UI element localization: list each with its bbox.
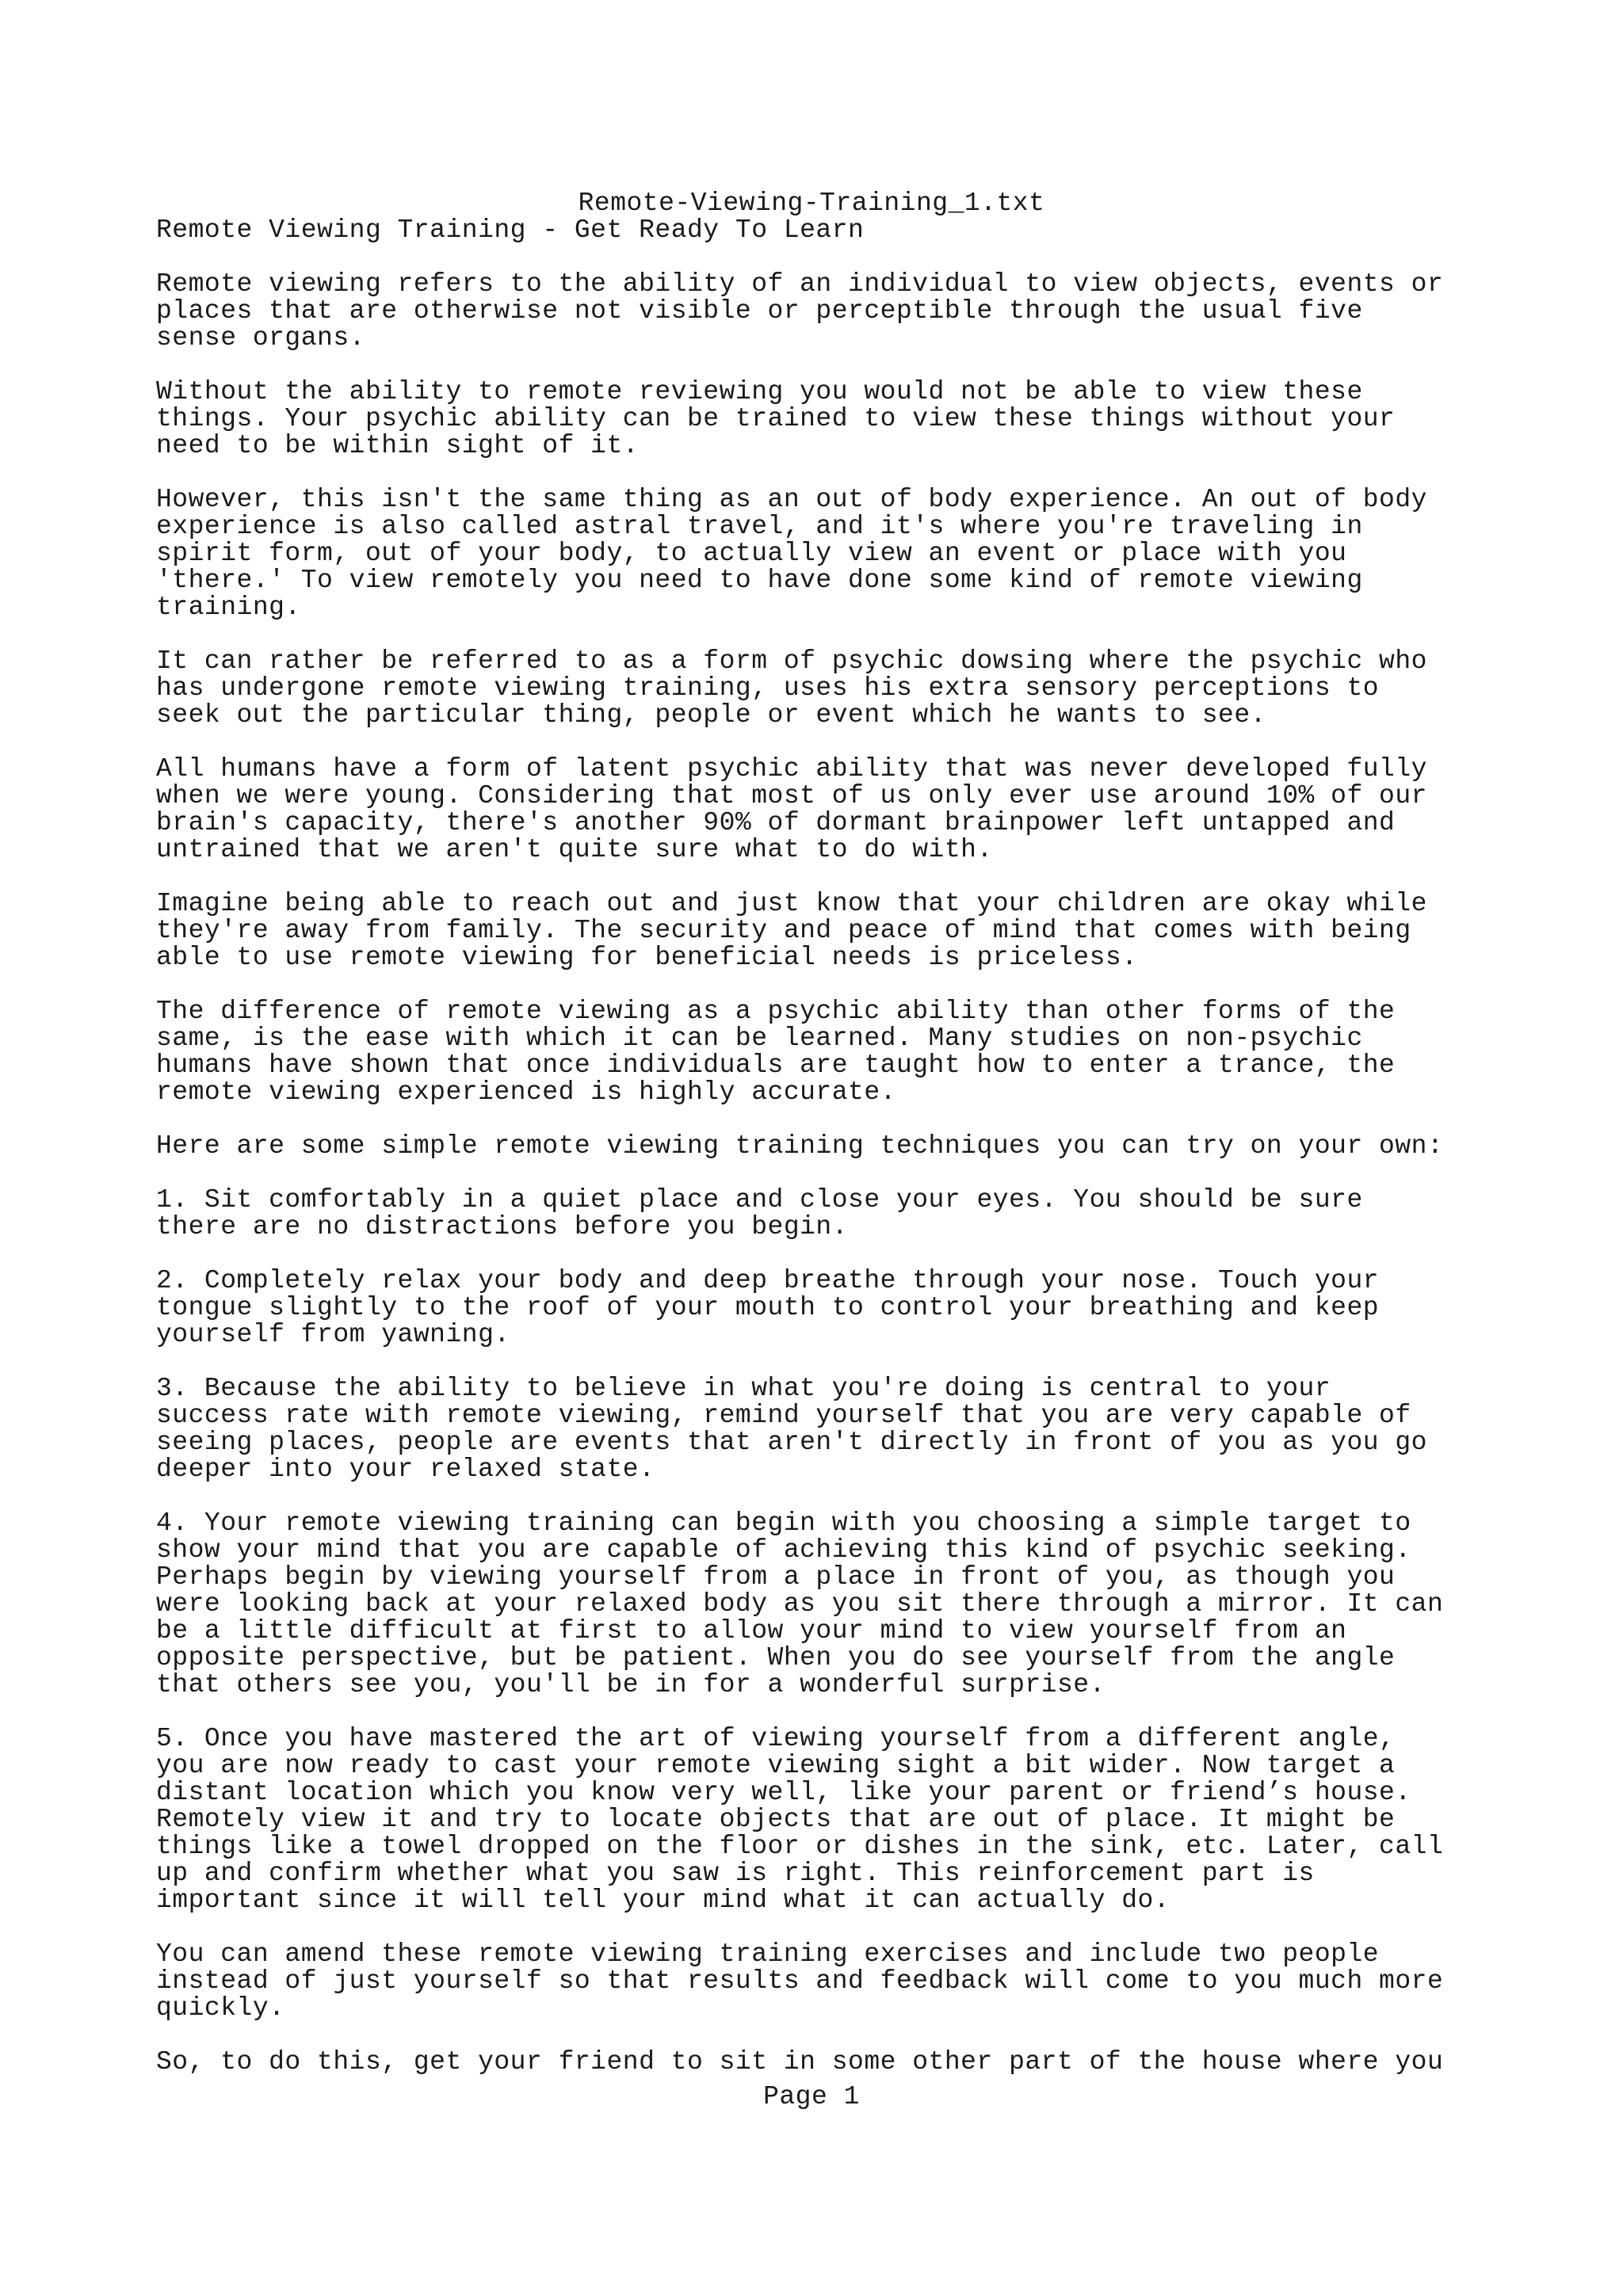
- paragraph-gap: [156, 1483, 1487, 1510]
- paragraph: [156, 486, 1487, 621]
- text-line: 2. Completely relax your body and deep breathe through your nose. Touch your: [156, 1266, 1380, 1295]
- text-line: Imagine being able to reach out and just know that your children are okay while: [156, 889, 1427, 918]
- paragraph: [156, 1187, 1487, 1241]
- paragraph: [156, 1133, 1487, 1160]
- text-line: sense organs.: [156, 323, 365, 353]
- text-line: spirit form, out of your body, to actually view an event or place with you: [156, 539, 1347, 568]
- text-line: important since it will tell your mind what it can actually do.: [156, 1886, 1170, 1915]
- text-line: 4. Your remote viewing training can begin with you choosing a simple target to: [156, 1508, 1411, 1538]
- text-line: Without the ability to remote reviewing you would not be able to view these: [156, 377, 1363, 406]
- text-line: that others see you, you'll be in for a wonderful surprise.: [156, 1670, 1106, 1699]
- text-line: Here are some simple remote viewing training techniques you can try on your own:: [156, 1131, 1444, 1161]
- text-line: able to use remote viewing for beneficial needs is priceless.: [156, 943, 1138, 972]
- text-line: opposite perspective, but be patient. When you do see yourself from the angle: [156, 1643, 1396, 1672]
- text-line: untrained that we aren't quite sure what to do with.: [156, 835, 993, 864]
- paragraph-gap: [156, 621, 1487, 648]
- paragraph-gap: [156, 971, 1487, 998]
- document-filename: Remote-Viewing-Training_1.txt: [578, 189, 1045, 218]
- text-line: up and confirm whether what you saw is right. This reinforcement part is: [156, 1859, 1315, 1888]
- text-line: were looking back at your relaxed body as you sit there through a mirror. It can: [156, 1589, 1444, 1619]
- text-line: they're away from family. The security and peace of mind that comes with being: [156, 916, 1411, 945]
- text-line: experience is also called astral travel, and it's where you're traveling in: [156, 512, 1363, 541]
- text-line: quickly.: [156, 1993, 285, 2023]
- text-line: instead of just yourself so that results and feedback will come to you much more: [156, 1966, 1444, 1996]
- document-heading: [156, 217, 1487, 244]
- text-line: yourself from yawning.: [156, 1320, 510, 1349]
- paragraph: [156, 756, 1487, 864]
- text-line: 5. Once you have mastered the art of viewing yourself from a different angle,: [156, 1724, 1396, 1753]
- paragraph-gap: [156, 1106, 1487, 1133]
- paragraph-gap: [156, 729, 1487, 756]
- text-line: You can amend these remote viewing training exercises and include two people: [156, 1939, 1380, 1969]
- text-line: However, this isn't the same thing as an out of body experience. An out of body: [156, 485, 1427, 514]
- document-body: [156, 217, 1487, 2076]
- page-number: Page 1: [763, 2082, 860, 2111]
- paragraph-gap: [156, 1914, 1487, 1941]
- text-line: you are now ready to cast your remote viewing sight a bit wider. Now target a: [156, 1751, 1396, 1780]
- text-line: distant location which you know very well, like your parent or friend’s house.: [156, 1778, 1411, 1807]
- text-line: remote viewing experienced is highly accurate.: [156, 1077, 896, 1107]
- text-line: places that are otherwise not visible or perceptible through the usual five: [156, 296, 1363, 326]
- text-line: seek out the particular thing, people or event which he wants to see.: [156, 700, 1266, 730]
- text-line: The difference of remote viewing as a psychic ability than other forms of the: [156, 997, 1396, 1026]
- text-line: deeper into your relaxed state.: [156, 1455, 655, 1484]
- text-line: need to be within sight of it.: [156, 431, 640, 460]
- paragraph-gap: [156, 1160, 1487, 1187]
- text-line: things like a towel dropped on the floor or dishes in the sink, etc. Later, call: [156, 1832, 1444, 1861]
- text-line: It can rather be referred to as a form of psychic dowsing where the psychic who: [156, 646, 1427, 676]
- text-line: 3. Because the ability to believe in what you're doing is central to your: [156, 1374, 1331, 1403]
- text-line: So, to do this, get your friend to sit in some other part of the house where you: [156, 2047, 1444, 2077]
- text-line: humans have shown that once individuals are taught how to enter a trance, the: [156, 1051, 1396, 1080]
- paragraph: [156, 1375, 1487, 1483]
- paragraph: [156, 891, 1487, 971]
- paragraph: [156, 1941, 1487, 2022]
- text-line: has undergone remote viewing training, uses his extra sensory perceptions to: [156, 673, 1380, 703]
- paragraph-gap: [156, 2022, 1487, 2049]
- paragraph-gap: [156, 244, 1487, 271]
- paragraph: [156, 379, 1487, 460]
- text-line: tongue slightly to the roof of your mouth to control your breathing and keep: [156, 1293, 1380, 1322]
- text-line: show your mind that you are capable of achieving this kind of psychic seeking.: [156, 1535, 1411, 1565]
- text-line: same, is the ease with which it can be learned. Many studies on non-psychic: [156, 1024, 1363, 1053]
- text-line: 1. Sit comfortably in a quiet place and close your eyes. You should be sure: [156, 1185, 1363, 1215]
- text-line: brain's capacity, there's another 90% of dormant brainpower left untapped and: [156, 808, 1396, 837]
- text-line: Remotely view it and try to locate objects that are out of place. It might be: [156, 1805, 1396, 1834]
- paragraph: [156, 1268, 1487, 1348]
- text-line: success rate with remote viewing, remind yourself that you are very capable of: [156, 1401, 1411, 1430]
- text-line: Remote Viewing Training - Get Ready To Learn: [156, 215, 865, 245]
- paragraph-gap: [156, 460, 1487, 486]
- text-line: training.: [156, 593, 301, 622]
- text-line: be a little difficult at first to allow your mind to view yourself from an: [156, 1616, 1347, 1646]
- paragraph: [156, 271, 1487, 352]
- paragraph-gap: [156, 1699, 1487, 1726]
- text-line: things. Your psychic ability can be trained to view these things without your: [156, 404, 1396, 433]
- paragraph: [156, 1510, 1487, 1699]
- text-line: seeing places, people are events that aren't directly in front of you as you go: [156, 1428, 1427, 1457]
- text-line: Remote viewing refers to the ability of an individual to view objects, events or: [156, 269, 1444, 299]
- text-line: there are no distractions before you begin.: [156, 1212, 849, 1241]
- paragraph: [156, 648, 1487, 729]
- paragraph: [156, 1726, 1487, 1914]
- paragraph-gap: [156, 864, 1487, 891]
- text-line: Perhaps begin by viewing yourself from a place in front of you, as though you: [156, 1562, 1396, 1592]
- text-line: 'there.' To view remotely you need to have done some kind of remote viewing: [156, 566, 1363, 595]
- paragraph-gap: [156, 352, 1487, 379]
- paragraph-gap: [156, 1348, 1487, 1375]
- text-line: when we were young. Considering that most of us only ever use around 10% of our: [156, 781, 1427, 810]
- text-line: All humans have a form of latent psychic ability that was never developed fully: [156, 754, 1427, 784]
- paragraph: [156, 2049, 1487, 2076]
- paragraph-gap: [156, 1241, 1487, 1268]
- paragraph: [156, 998, 1487, 1106]
